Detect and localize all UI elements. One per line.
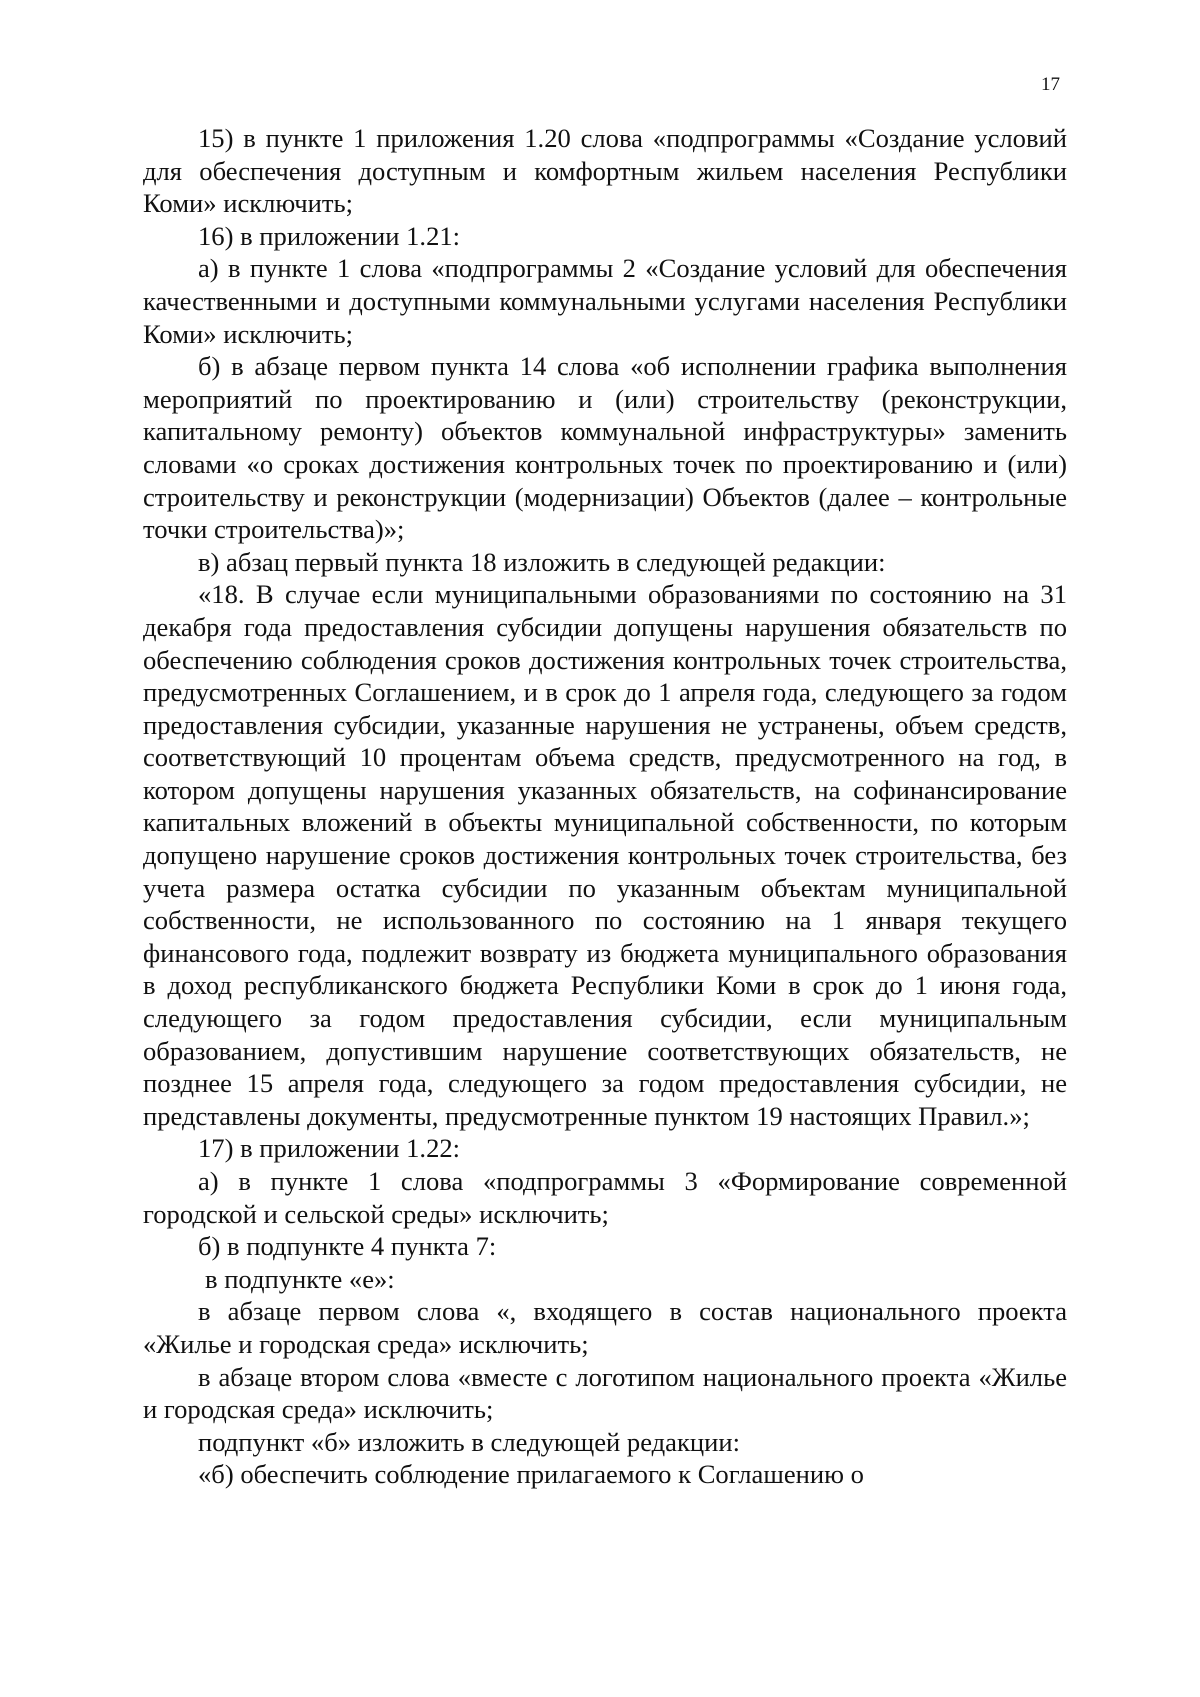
paragraph-subitem-v: в) абзац первый пункта 18 изложить в следующей редакции: [198, 546, 886, 577]
paragraph-item-16-heading: 16) в приложении 1.21: [198, 220, 461, 251]
paragraph-item-17-heading: 17) в приложении 1.22: [198, 1133, 461, 1164]
paragraph-item-15: 15) в пункте 1 приложения 1.20 слова «подпрограммы «Создание условий для обеспечения доступным и комфортным жильем населения Республики Коми» исключить; [143, 123, 1067, 219]
paragraph-first-abzac: в абзаце первом слова «, входящего в состав национального проекта «Жилье и городская среда» исключить; [143, 1296, 1067, 1359]
paragraph-subitem-a: а) в пункте 1 слова «подпрограммы 2 «Создание условий для обеспечения качественными и доступными коммунальными услугами населения Республики Коми» исключить; [143, 253, 1067, 349]
paragraph-quote-b: «б) обеспечить соблюдение прилагаемого к Соглашению о [198, 1459, 864, 1490]
paragraph-second-abzac: в абзаце втором слова «вместе с логотипом национального проекта «Жилье и городская среда» исключить; [143, 1361, 1067, 1425]
page-number: 17 [1041, 74, 1060, 95]
paragraph-quote-18: «18. В случае если муниципальными образованиями по состоянию на 31 декабря года предоставления субсидии допущены нарушения обязательств по обеспечению соблюдения сроков достижения контрольных точек строительства, предусмотренных Соглашением, и в срок до 1 апреля года, следующего за годом предоставления субсидии, указанные нарушения не устранены, объем средств, соответствующий 10 процентам объема средств, предусмотренного на год, в котором допущены нарушения указанных обязательств, на софинансирование капитальных вложений в объекты муниципальной собственности, по которым допущено нарушение сроков достижения контрольных точек строительства, без учета размера остатка субсидии по указанным объектам муниципальной собственности, не использованного по состоянию на 1 января текущего финансового года, подлежит возврату из бюджета муниципального образования в доход республиканского бюджета Республики Коми в срок до 1 июня года, следующего за годом предоставления субсидии, если муниципальным образованием, допустившим нарушение соответствующих обязательств, не позднее 15 апреля года, следующего за годом предоставления субсидии, не представлены документы, предусмотренные пунктом 19 настоящих Правил.»; [143, 579, 1067, 1131]
paragraph-subpoint-e: в подпункте «е»: [205, 1263, 395, 1294]
paragraph-subitem-b: б) в абзаце первом пункта 14 слова «об исполнении графика выполнения мероприятий по проектированию и (или) строительству (реконструкции, капитальному ремонту) объектов коммунальной инфраструктуры» заменить словами «о сроках достижения контрольных точек по проектированию и (или) строительству и реконструкции (модернизации) Объектов (далее – контрольные точки строительства)»; [143, 351, 1067, 545]
paragraph-subitem-b-2: б) в подпункте 4 пункта 7: [198, 1231, 497, 1262]
paragraph-subitem-a-2: а) в пункте 1 слова «подпрограммы 3 «Формирование современной городской и сельской среды» исключить; [143, 1166, 1067, 1229]
paragraph-subpoint-b-redaction: подпункт «б» изложить в следующей редакции: [198, 1426, 740, 1457]
document-body [143, 122, 1067, 1491]
